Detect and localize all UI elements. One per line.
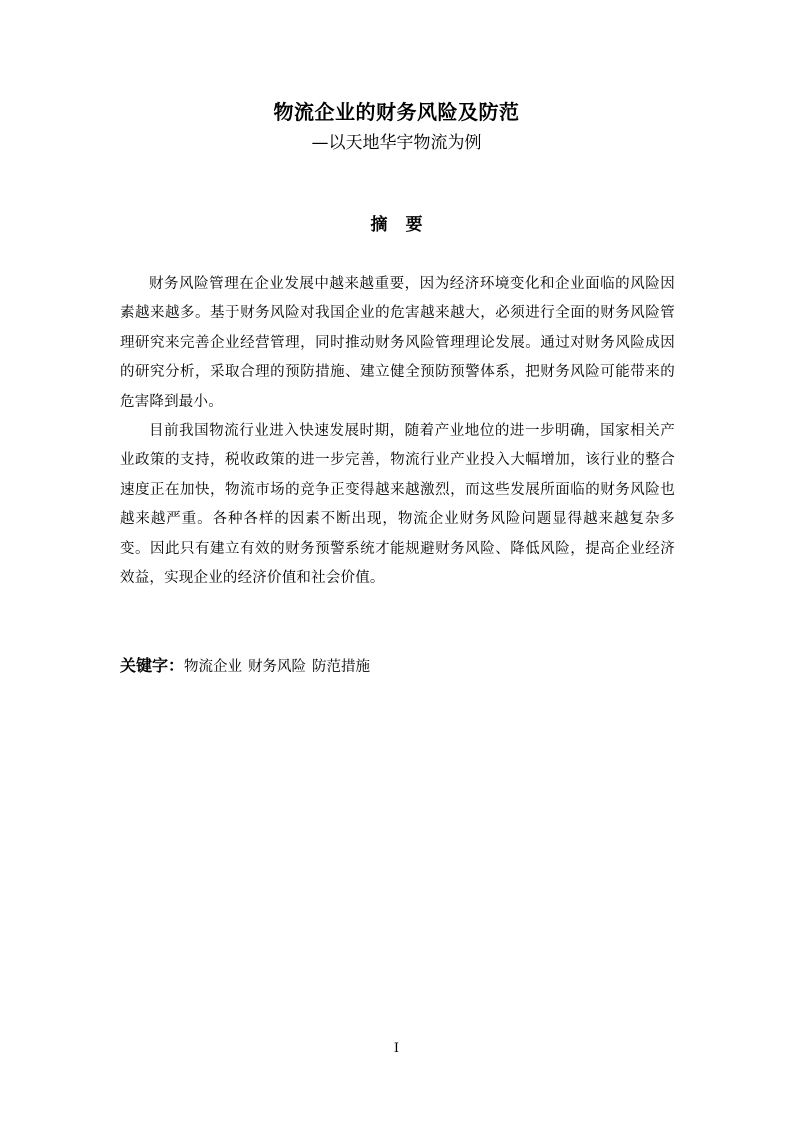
keywords-label: 关键字： [120,656,185,675]
document-subtitle: —以天地华宇物流为例 [311,133,482,153]
abstract-body [120,270,675,593]
abstract-paragraph-1: 财务风险管理在企业发展中越来越重要，因为经济环境变化和企业面临的风险因素越来越多。基于财务风险对我国企业的危害越来越大，必须进行全面的财务风险管理研究来完善企业经营管理，同时推动财务风险管理理论发展。通过对财务风险成因的研究分析，采取合理的预防措施、建立健全预防预警体系，把财务风险可能带来的危害降到最小。 [120,276,675,410]
abstract-heading-left: 摘 [370,215,388,235]
abstract-paragraph-2: 目前我国物流行业进入快速发展时期，随着产业地位的进一步明确，国家相关产业政策的支持，税收政策的进一步完善，物流行业产业投入大幅增加，该行业的整合速度正在加快，物流市场的竞争正变得越来越激烈，而这些发展所面临的财务风险也越来越严重。各种各样的因素不断出现，物流企业财务风险问题显得越来越复杂多变。因此只有建立有效的财务预警系统才能规避财务风险、降低风险，提高企业经济效益，实现企业的经济价值和社会价值。 [120,423,675,587]
document-title: 物流企业的财务风险及防范 [273,100,520,124]
page-number: I [393,1041,400,1056]
keyword-item: 物流企业 [184,659,243,675]
keyword-item: 防范措施 [312,659,371,675]
keywords-line [120,654,675,679]
abstract-heading [0,213,793,237]
abstract-heading-right: 要 [405,215,423,235]
keyword-item: 财务风险 [248,659,307,675]
